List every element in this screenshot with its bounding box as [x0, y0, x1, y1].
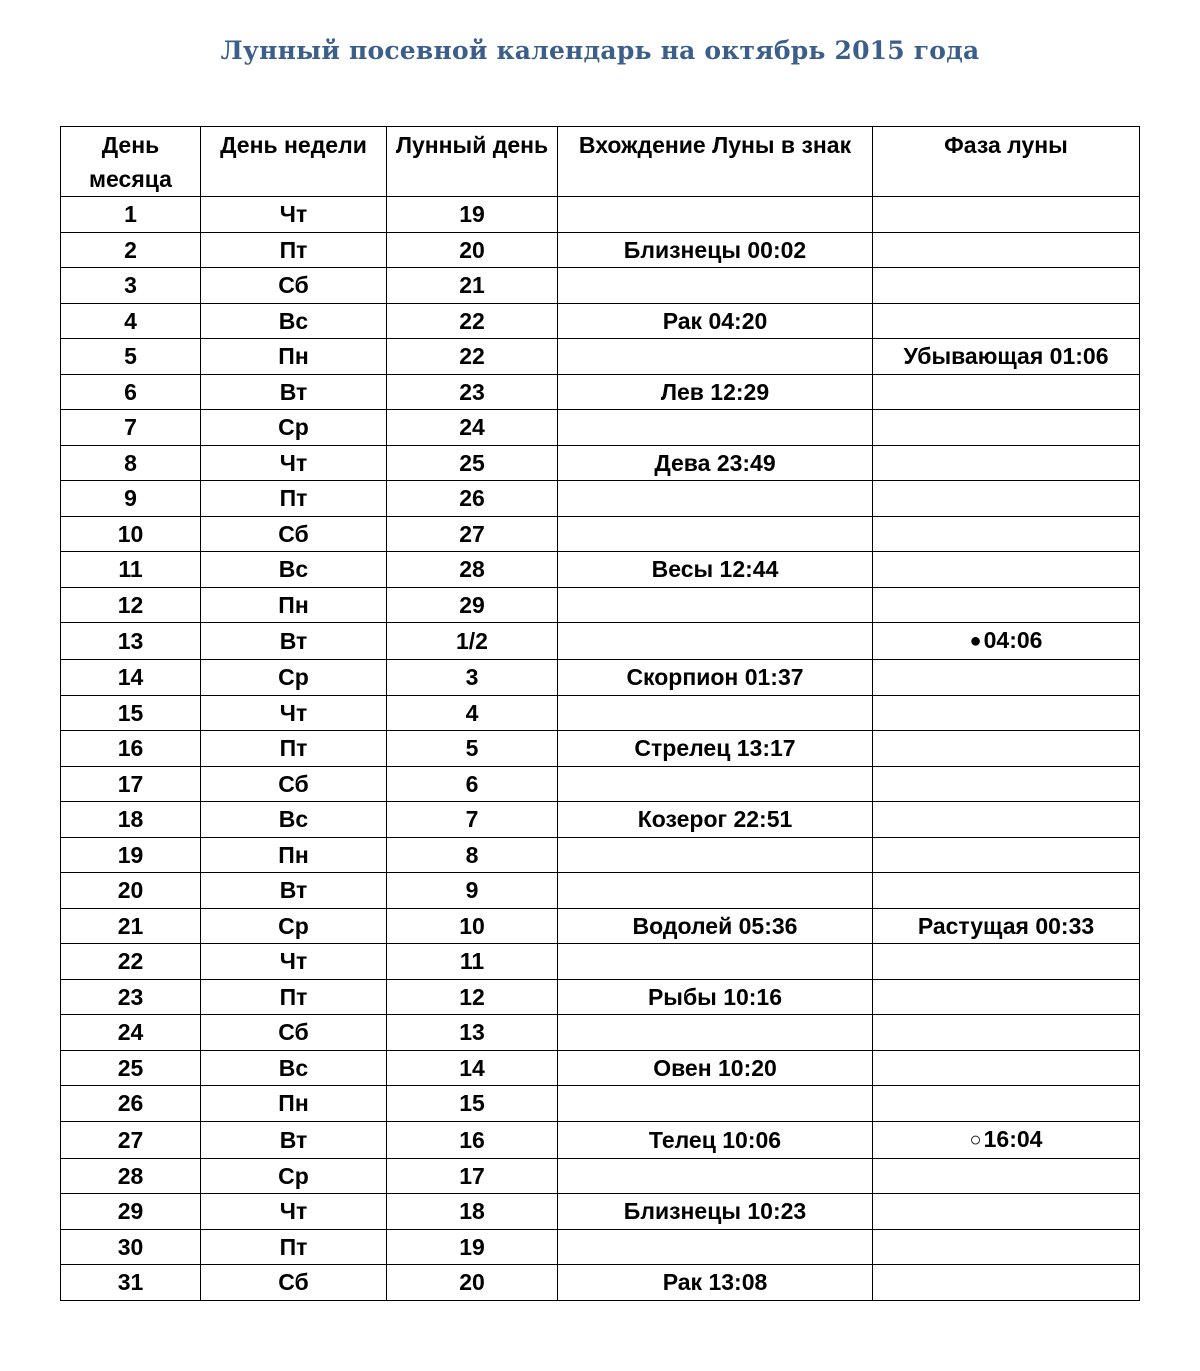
cell-lunar-day: 1/2 — [387, 623, 558, 660]
cell-lunar-day: 11 — [387, 944, 558, 980]
cell-moon-phase: Убывающая 01:06 — [873, 339, 1140, 375]
cell-lunar-day: 25 — [387, 445, 558, 481]
cell-weekday: Вт — [201, 1121, 387, 1158]
table-row — [61, 695, 1140, 731]
moon-phase-time: 16:04 — [983, 1125, 1043, 1152]
header-lunar-day: Лунный день — [387, 127, 558, 197]
cell-moon-sign-entry — [558, 1158, 873, 1194]
table-row — [61, 1050, 1140, 1086]
table-row — [61, 1086, 1140, 1122]
cell-moon-phase — [873, 837, 1140, 873]
cell-day-of-month: 27 — [61, 1121, 201, 1158]
cell-moon-phase — [873, 695, 1140, 731]
cell-day-of-month: 15 — [61, 695, 201, 731]
full-moon-icon: ○ — [969, 1128, 982, 1151]
cell-day-of-month: 12 — [61, 587, 201, 623]
cell-weekday: Чт — [201, 695, 387, 731]
cell-moon-sign-entry: Весы 12:44 — [558, 552, 873, 588]
table-row — [61, 197, 1140, 233]
cell-day-of-month: 5 — [61, 339, 201, 375]
cell-moon-sign-entry — [558, 1229, 873, 1265]
cell-weekday: Ср — [201, 908, 387, 944]
cell-moon-sign-entry: Лев 12:29 — [558, 374, 873, 410]
moon-phase-time: 04:06 — [983, 627, 1043, 653]
cell-day-of-month: 24 — [61, 1015, 201, 1051]
lunar-calendar-table — [60, 126, 1140, 1301]
cell-day-of-month: 10 — [61, 516, 201, 552]
cell-weekday: Вс — [201, 802, 387, 838]
cell-moon-phase — [873, 197, 1140, 233]
cell-lunar-day: 24 — [387, 410, 558, 446]
cell-day-of-month: 30 — [61, 1229, 201, 1265]
cell-moon-phase — [873, 481, 1140, 517]
cell-day-of-month: 2 — [61, 232, 201, 268]
cell-lunar-day: 22 — [387, 303, 558, 339]
cell-lunar-day: 4 — [387, 695, 558, 731]
cell-lunar-day: 19 — [387, 197, 558, 233]
cell-day-of-month: 7 — [61, 410, 201, 446]
cell-weekday: Пн — [201, 1086, 387, 1122]
cell-moon-sign-entry — [558, 1086, 873, 1122]
table-row — [61, 660, 1140, 696]
cell-moon-sign-entry — [558, 516, 873, 552]
cell-moon-phase — [873, 445, 1140, 481]
table-row — [61, 339, 1140, 375]
cell-moon-sign-entry — [558, 837, 873, 873]
cell-day-of-month: 14 — [61, 660, 201, 696]
table-row — [61, 1265, 1140, 1301]
cell-moon-sign-entry: Стрелец 13:17 — [558, 731, 873, 767]
table-row — [61, 374, 1140, 410]
cell-weekday: Пн — [201, 339, 387, 375]
cell-weekday: Вс — [201, 552, 387, 588]
cell-lunar-day: 16 — [387, 1121, 558, 1158]
table-row — [61, 802, 1140, 838]
cell-moon-phase — [873, 979, 1140, 1015]
table-row — [61, 908, 1140, 944]
table-row — [61, 587, 1140, 623]
cell-moon-sign-entry: Рыбы 10:16 — [558, 979, 873, 1015]
cell-lunar-day: 27 — [387, 516, 558, 552]
cell-lunar-day: 8 — [387, 837, 558, 873]
table-row — [61, 303, 1140, 339]
cell-lunar-day: 17 — [387, 1158, 558, 1194]
cell-moon-phase — [873, 587, 1140, 623]
page-title: Лунный посевной календарь на октябрь 2015 года — [220, 36, 980, 65]
cell-moon-sign-entry: Козерог 22:51 — [558, 802, 873, 838]
cell-weekday: Чт — [201, 445, 387, 481]
cell-moon-sign-entry: Близнецы 10:23 — [558, 1194, 873, 1230]
cell-moon-sign-entry: Овен 10:20 — [558, 1050, 873, 1086]
table-row — [61, 873, 1140, 909]
cell-weekday: Вс — [201, 1050, 387, 1086]
cell-weekday: Пт — [201, 481, 387, 517]
cell-lunar-day: 9 — [387, 873, 558, 909]
cell-lunar-day: 28 — [387, 552, 558, 588]
header-moon-phase: Фаза луны — [873, 127, 1140, 197]
cell-moon-phase — [873, 766, 1140, 802]
table-row — [61, 410, 1140, 446]
cell-moon-sign-entry — [558, 197, 873, 233]
cell-moon-sign-entry — [558, 623, 873, 660]
cell-day-of-month: 31 — [61, 1265, 201, 1301]
cell-weekday: Пт — [201, 979, 387, 1015]
cell-weekday: Вт — [201, 623, 387, 660]
table-row — [61, 268, 1140, 304]
cell-moon-phase — [873, 802, 1140, 838]
table-row — [61, 445, 1140, 481]
cell-lunar-day: 10 — [387, 908, 558, 944]
cell-moon-phase — [873, 1194, 1140, 1230]
table-row — [61, 1121, 1140, 1158]
table-row — [61, 1015, 1140, 1051]
cell-moon-sign-entry — [558, 481, 873, 517]
cell-day-of-month: 23 — [61, 979, 201, 1015]
cell-day-of-month: 19 — [61, 837, 201, 873]
table-row — [61, 837, 1140, 873]
cell-day-of-month: 6 — [61, 374, 201, 410]
cell-weekday: Сб — [201, 268, 387, 304]
cell-weekday: Чт — [201, 1194, 387, 1230]
cell-moon-phase — [873, 623, 1140, 660]
cell-moon-phase — [873, 1121, 1140, 1158]
cell-lunar-day: 3 — [387, 660, 558, 696]
cell-weekday: Пн — [201, 837, 387, 873]
table-header-row — [61, 127, 1140, 197]
cell-moon-phase — [873, 268, 1140, 304]
cell-lunar-day: 15 — [387, 1086, 558, 1122]
cell-moon-sign-entry — [558, 1015, 873, 1051]
table-row — [61, 1158, 1140, 1194]
cell-day-of-month: 22 — [61, 944, 201, 980]
cell-lunar-day: 23 — [387, 374, 558, 410]
table-row — [61, 766, 1140, 802]
cell-moon-phase: Растущая 00:33 — [873, 908, 1140, 944]
cell-moon-sign-entry — [558, 766, 873, 802]
cell-moon-sign-entry: Рак 04:20 — [558, 303, 873, 339]
cell-lunar-day: 29 — [387, 587, 558, 623]
cell-lunar-day: 26 — [387, 481, 558, 517]
cell-weekday: Вт — [201, 374, 387, 410]
cell-weekday: Сб — [201, 766, 387, 802]
cell-weekday: Сб — [201, 516, 387, 552]
cell-weekday: Ср — [201, 1158, 387, 1194]
cell-weekday: Пт — [201, 1229, 387, 1265]
cell-moon-sign-entry: Скорпион 01:37 — [558, 660, 873, 696]
cell-weekday: Пт — [201, 731, 387, 767]
table-row — [61, 1229, 1140, 1265]
cell-day-of-month: 13 — [61, 623, 201, 660]
cell-day-of-month: 4 — [61, 303, 201, 339]
cell-moon-phase — [873, 516, 1140, 552]
cell-moon-sign-entry: Рак 13:08 — [558, 1265, 873, 1301]
cell-weekday: Сб — [201, 1015, 387, 1051]
cell-weekday: Вт — [201, 873, 387, 909]
table-body — [61, 197, 1140, 1301]
cell-lunar-day: 20 — [387, 1265, 558, 1301]
cell-moon-phase — [873, 552, 1140, 588]
cell-lunar-day: 14 — [387, 1050, 558, 1086]
cell-day-of-month: 16 — [61, 731, 201, 767]
cell-moon-sign-entry: Дева 23:49 — [558, 445, 873, 481]
cell-moon-phase — [873, 873, 1140, 909]
header-weekday: День недели — [201, 127, 387, 197]
header-day-of-month: День месяца — [61, 127, 201, 197]
table-row — [61, 481, 1140, 517]
cell-lunar-day: 18 — [387, 1194, 558, 1230]
cell-lunar-day: 21 — [387, 268, 558, 304]
cell-lunar-day: 22 — [387, 339, 558, 375]
cell-lunar-day: 7 — [387, 802, 558, 838]
cell-moon-phase — [873, 1086, 1140, 1122]
cell-moon-sign-entry — [558, 944, 873, 980]
cell-lunar-day: 6 — [387, 766, 558, 802]
cell-moon-phase — [873, 731, 1140, 767]
cell-moon-phase — [873, 944, 1140, 980]
cell-moon-phase — [873, 410, 1140, 446]
cell-lunar-day: 12 — [387, 979, 558, 1015]
new-moon-icon: ● — [969, 630, 982, 652]
cell-day-of-month: 3 — [61, 268, 201, 304]
cell-moon-sign-entry — [558, 339, 873, 375]
cell-moon-sign-entry — [558, 873, 873, 909]
cell-lunar-day: 19 — [387, 1229, 558, 1265]
table-row — [61, 552, 1140, 588]
table-row — [61, 232, 1140, 268]
cell-moon-phase — [873, 374, 1140, 410]
cell-day-of-month: 17 — [61, 766, 201, 802]
cell-weekday: Чт — [201, 197, 387, 233]
cell-day-of-month: 9 — [61, 481, 201, 517]
cell-moon-phase — [873, 1015, 1140, 1051]
cell-lunar-day: 13 — [387, 1015, 558, 1051]
table-row — [61, 1194, 1140, 1230]
cell-moon-phase — [873, 232, 1140, 268]
cell-weekday: Пт — [201, 232, 387, 268]
cell-moon-phase — [873, 1158, 1140, 1194]
table-row — [61, 623, 1140, 660]
cell-weekday: Вс — [201, 303, 387, 339]
cell-day-of-month: 20 — [61, 873, 201, 909]
cell-day-of-month: 21 — [61, 908, 201, 944]
table-row — [61, 516, 1140, 552]
cell-day-of-month: 11 — [61, 552, 201, 588]
cell-day-of-month: 18 — [61, 802, 201, 838]
cell-moon-sign-entry — [558, 587, 873, 623]
cell-day-of-month: 28 — [61, 1158, 201, 1194]
cell-weekday: Чт — [201, 944, 387, 980]
table-row — [61, 731, 1140, 767]
cell-moon-sign-entry — [558, 410, 873, 446]
cell-weekday: Ср — [201, 410, 387, 446]
cell-day-of-month: 1 — [61, 197, 201, 233]
table-row — [61, 979, 1140, 1015]
cell-moon-sign-entry: Близнецы 00:02 — [558, 232, 873, 268]
cell-day-of-month: 26 — [61, 1086, 201, 1122]
cell-weekday: Сб — [201, 1265, 387, 1301]
cell-moon-sign-entry — [558, 695, 873, 731]
cell-day-of-month: 25 — [61, 1050, 201, 1086]
cell-moon-sign-entry: Телец 10:06 — [558, 1121, 873, 1158]
cell-moon-phase — [873, 303, 1140, 339]
cell-moon-phase — [873, 1265, 1140, 1301]
cell-moon-phase — [873, 1229, 1140, 1265]
cell-weekday: Пн — [201, 587, 387, 623]
cell-moon-sign-entry: Водолей 05:36 — [558, 908, 873, 944]
cell-moon-phase — [873, 660, 1140, 696]
table-row — [61, 944, 1140, 980]
cell-weekday: Ср — [201, 660, 387, 696]
header-moon-sign-entry: Вхождение Луны в знак — [558, 127, 873, 197]
cell-day-of-month: 8 — [61, 445, 201, 481]
cell-day-of-month: 29 — [61, 1194, 201, 1230]
cell-lunar-day: 20 — [387, 232, 558, 268]
cell-moon-phase — [873, 1050, 1140, 1086]
cell-moon-sign-entry — [558, 268, 873, 304]
cell-lunar-day: 5 — [387, 731, 558, 767]
